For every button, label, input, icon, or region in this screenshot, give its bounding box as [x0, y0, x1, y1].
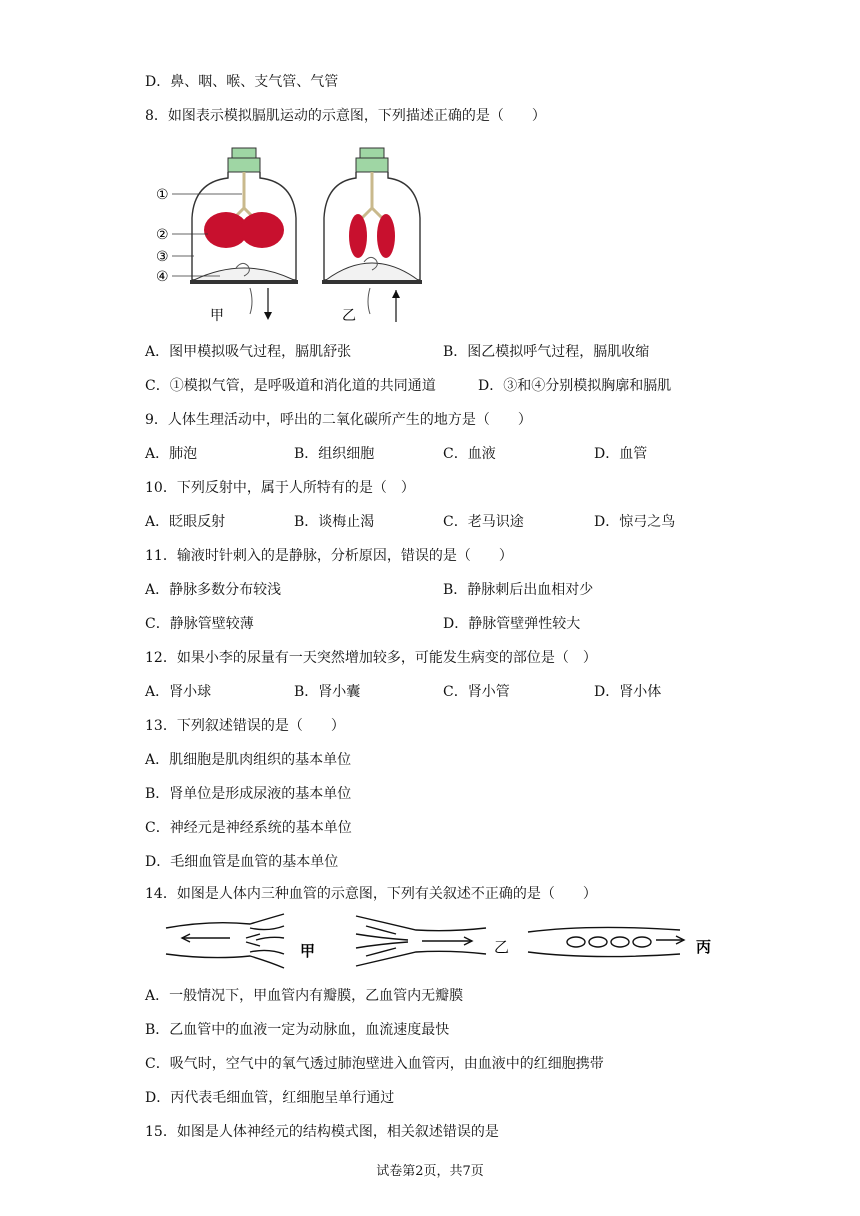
q10-option-b: B．谈梅止渴: [294, 514, 375, 530]
vessel-label-jia: 甲: [300, 942, 316, 960]
three-vessels-diagram: [160, 910, 730, 976]
jar-yi: [322, 148, 422, 322]
q12-option-d: D．肾小体: [594, 684, 662, 700]
vessel-jia: [166, 914, 284, 968]
q12-option-b: B．肾小囊: [294, 684, 361, 700]
q14-option-a: A．一般情况下，甲血管内有瓣膜，乙血管内无瓣膜: [145, 988, 464, 1004]
marker-4: ④: [156, 269, 169, 285]
q14-option-b: B．乙血管中的血液一定为动脉血，血流速度最快: [145, 1022, 450, 1038]
q10-option-a: A．眨眼反射: [145, 514, 226, 530]
q10-stem: 10．下列反射中，属于人所特有的是（ ）: [145, 480, 415, 496]
q13-stem: 13．下列叙述错误的是（ ）: [145, 718, 345, 734]
page-footer: 试卷第2页，共7页: [376, 1164, 484, 1179]
q8-stem: 8．如图表示模拟膈肌运动的示意图，下列描述正确的是（ ）: [145, 108, 546, 124]
q9-option-c: C．血液: [443, 446, 496, 462]
q11-stem: 11．输液时针刺入的是静脉，分析原因，错误的是（ ）: [145, 548, 513, 564]
q14-stem: 14．如图是人体内三种血管的示意图，下列有关叙述不正确的是（ ）: [145, 886, 597, 902]
q10-option-d: D．惊弓之鸟: [594, 514, 676, 530]
vessel-label-bing: 丙: [696, 938, 712, 956]
marker-1: ①: [156, 187, 169, 203]
blood-vessel-figure: [160, 910, 730, 976]
q14-option-c: C．吸气时，空气中的氧气透过肺泡壁进入血管丙，由血液中的红细胞携带: [145, 1056, 604, 1072]
q8-option-d: D．③和④分别模拟胸廓和膈肌: [478, 378, 672, 394]
q9-option-a: A．肺泡: [145, 446, 198, 462]
q13-option-b: B．肾单位是形成尿液的基本单位: [145, 786, 352, 802]
q11-option-b: B．静脉刺后出血相对少: [443, 582, 594, 598]
vessel-bing: [528, 927, 684, 956]
q8-option-b: B．图乙模拟呼气过程，膈肌收缩: [443, 344, 650, 360]
q11-option-d: D．静脉管壁弹性较大: [443, 616, 581, 632]
q9-stem: 9．人体生理活动中，呼出的二氧化碳所产生的地方是（ ）: [145, 412, 532, 428]
q13-option-c: C．神经元是神经系统的基本单位: [145, 820, 352, 836]
q12-option-a: A．肾小球: [145, 684, 212, 700]
label-jia: 甲: [210, 308, 224, 324]
q9-option-b: B．组织细胞: [294, 446, 375, 462]
q13-option-d: D．毛细血管是血管的基本单位: [145, 854, 339, 870]
marker-3: ③: [156, 249, 169, 265]
q9-option-d: D．血管: [594, 446, 648, 462]
q12-stem: 12．如果小李的尿量有一天突然增加较多，可能发生病变的部位是（ ）: [145, 650, 597, 666]
q11-option-a: A．静脉多数分布较浅: [145, 582, 282, 598]
q8-option-c: C．①模拟气管，是呼吸道和消化道的共同通道: [145, 378, 436, 394]
label-yi: 乙: [342, 308, 356, 324]
q7-option-d: D．鼻、咽、喉、支气管、气管: [145, 74, 339, 90]
q8-option-a: A．图甲模拟吸气过程，膈肌舒张: [145, 344, 352, 360]
vessel-yi: [356, 916, 486, 966]
q11-option-c: C．静脉管壁较薄: [145, 616, 254, 632]
q15-stem: 15．如图是人体神经元的结构模式图，相关叙述错误的是: [145, 1124, 499, 1140]
marker-2: ②: [156, 227, 169, 243]
bell-jar-diagram: [150, 138, 430, 330]
vessel-label-yi: 乙: [494, 938, 510, 956]
q12-option-c: C．肾小管: [443, 684, 510, 700]
diaphragm-model-figure: [150, 138, 430, 330]
q13-option-a: A．肌细胞是肌肉组织的基本单位: [145, 752, 352, 768]
q10-option-c: C．老马识途: [443, 514, 524, 530]
q14-option-d: D．丙代表毛细血管，红细胞呈单行通过: [145, 1090, 395, 1106]
